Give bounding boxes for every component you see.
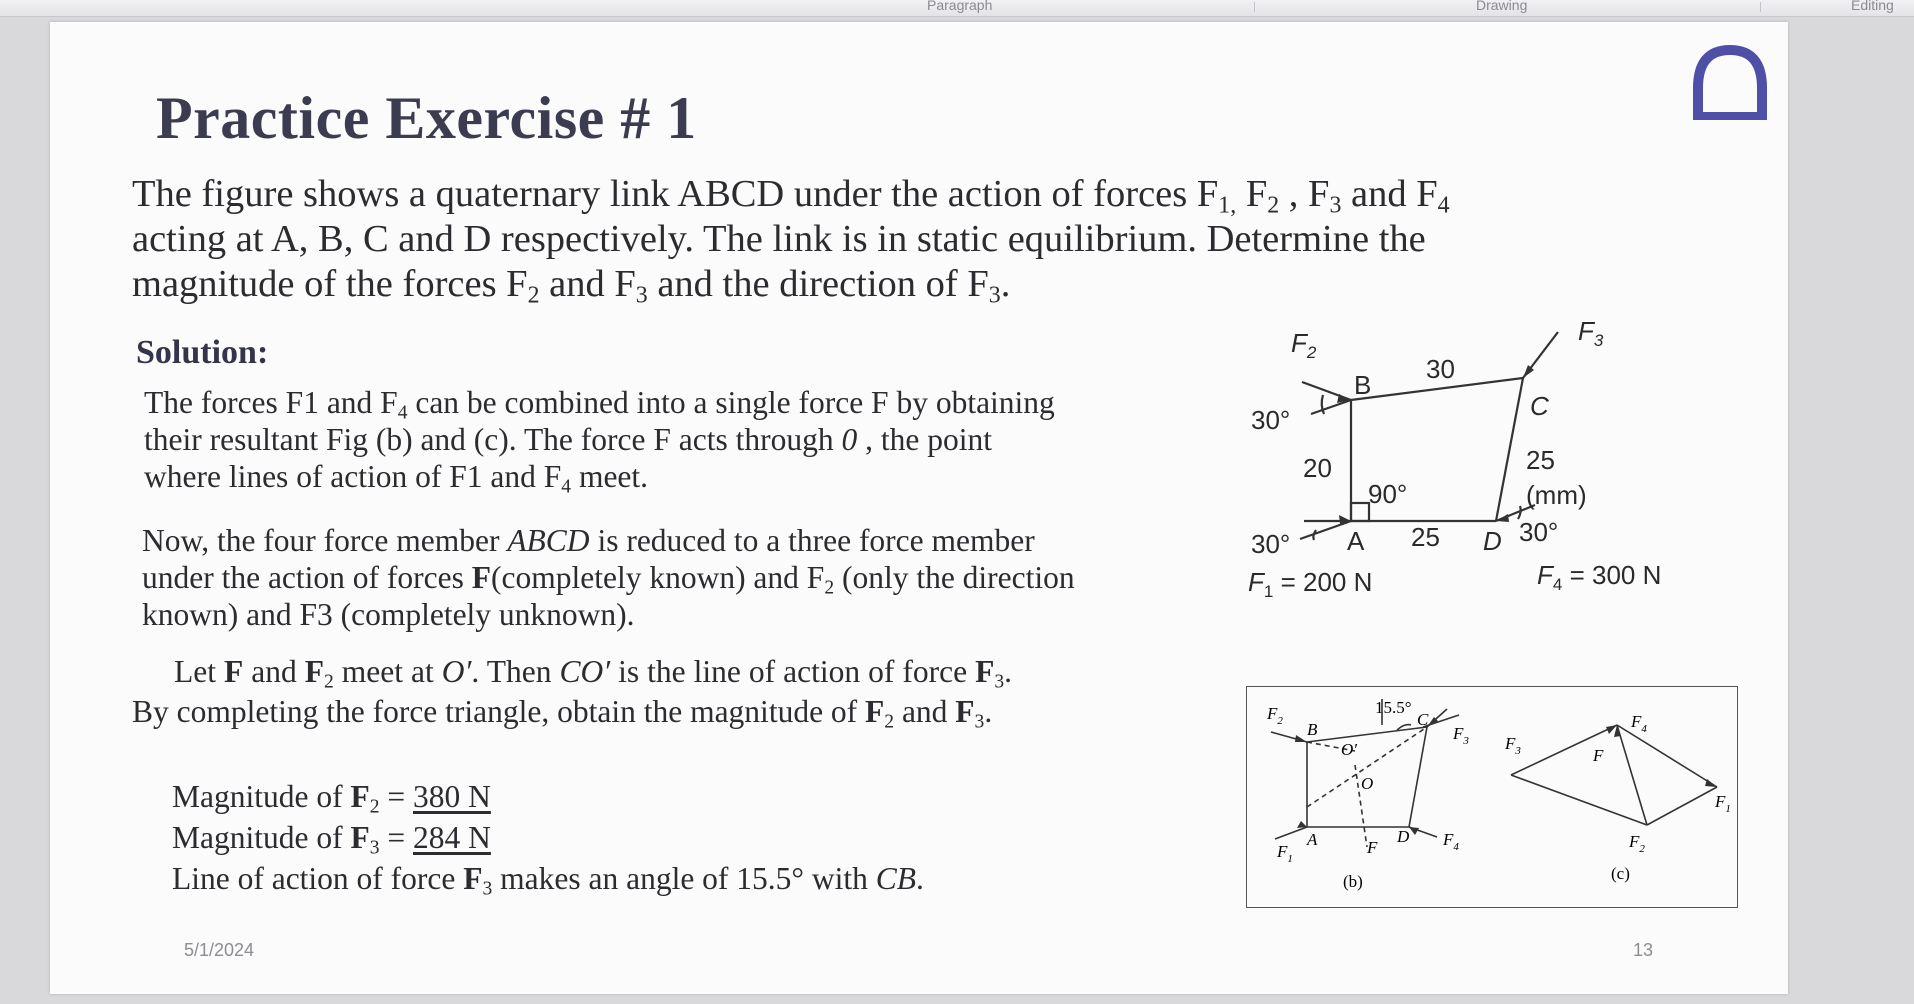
fb-label-c: C bbox=[1417, 710, 1429, 729]
arrowhead-f4 bbox=[1496, 514, 1509, 522]
label-f2: $F_2$ bbox=[1291, 328, 1317, 362]
label-f4-value: $F_4 = 300$ N bbox=[1537, 560, 1662, 594]
label-angle-30-top: 30° bbox=[1251, 405, 1291, 435]
result-direction: Line of action of force $F_3$ makes an angle of 15.5° with CB. bbox=[172, 861, 924, 900]
arrowhead-f2 bbox=[1337, 394, 1351, 403]
fc-label-f4: $F_4$ bbox=[1631, 712, 1647, 735]
label-f1-value: $F_1 = 200$ N bbox=[1248, 567, 1373, 601]
fb-label-oprime: O′ bbox=[1341, 740, 1357, 759]
fc-label-f: F bbox=[1593, 746, 1604, 765]
label-mm: (mm) bbox=[1526, 480, 1587, 510]
link-abcd-outline bbox=[1300, 332, 1558, 540]
figures-b-and-c bbox=[1247, 687, 1737, 907]
result-f3: Magnitude of $F_3 = 284$ N bbox=[172, 820, 491, 859]
fb-label-angle: 15.5° bbox=[1375, 698, 1412, 717]
ribbon-separator bbox=[1254, 2, 1255, 12]
arrowhead-f3 bbox=[1523, 365, 1534, 378]
label-c: C bbox=[1530, 391, 1549, 421]
figure-b-labels bbox=[1266, 698, 1469, 891]
solution-paragraph-2: Now, the four force member ABCD is reduced to a three force member under the action of forces F(completely known) and $F_2$ (only the direction known) and F3 (completely unknown). bbox=[142, 523, 1075, 632]
label-dim-20: 20 bbox=[1303, 453, 1332, 483]
solution-heading: Solution: bbox=[136, 334, 269, 371]
ribbon-group-editing[interactable]: Editing bbox=[1851, 0, 1894, 13]
slide-page-number: 13 bbox=[1633, 940, 1654, 960]
fb-label-o: O bbox=[1361, 774, 1374, 793]
figure-b-c-box bbox=[1246, 686, 1738, 908]
label-dim-30: 30 bbox=[1426, 354, 1455, 384]
fb-label-d: D bbox=[1397, 827, 1410, 846]
fc-label-f3: $F_3$ bbox=[1505, 734, 1521, 757]
results-list bbox=[172, 776, 924, 899]
fb-label-f3: $F_3$ bbox=[1453, 724, 1469, 747]
solution-paragraph-3: Let F and $F_2$ meet at O′. Then CO′ is the line of action of force $F_3$. By completing the force triangle, obtain the magnitude of $F_2$ and $F_3$. bbox=[132, 654, 1013, 733]
result-f2: Magnitude of $F_2 = 380$ N bbox=[172, 779, 491, 818]
ribbon-bar bbox=[0, 0, 1914, 17]
fb-caption: (b) bbox=[1343, 872, 1363, 891]
solution-paragraph-1: The forces F1 and $F_4$ can be combined into a single force F by obtaining their resultant Fig (b) and (c). The force F acts through 0 , the point where lines of action of F1 and $F_4$ meet. bbox=[144, 385, 1055, 498]
label-angle-30-right: 30° bbox=[1519, 517, 1559, 547]
ribbon-group-drawing[interactable]: Drawing bbox=[1476, 0, 1528, 13]
ribbon-group-paragraph[interactable]: Paragraph bbox=[927, 0, 993, 13]
arrowhead-f1 bbox=[1339, 515, 1351, 524]
figure-c-arrowheads bbox=[1606, 725, 1717, 787]
fb-label-f1: $F_1$ bbox=[1277, 842, 1293, 865]
fb-label-f: F bbox=[1367, 838, 1378, 857]
problem-statement: The figure shows a quaternary link ABCD under the action of forces $F_{1,}$ $F_2$ , $F_3$ and $F_4$ acting at A, B, C and D respectively. The link is in static equilibrium. Determine the magnitude of the forces $F_2$ and $F_3$ and the direction of $F_3$. bbox=[132, 173, 1450, 309]
fc-label-f1: $F_1$ bbox=[1715, 792, 1731, 815]
label-angle-30-bottom: 30° bbox=[1251, 529, 1291, 559]
label-f3: $F_3$ bbox=[1578, 316, 1604, 350]
label-dim-25-bottom: 25 bbox=[1411, 522, 1440, 552]
figure-c-polygon bbox=[1511, 725, 1717, 825]
fb-label-a: A bbox=[1307, 830, 1318, 849]
fc-caption: (c) bbox=[1611, 864, 1630, 883]
university-logo-icon bbox=[1690, 42, 1770, 124]
fc-label-f2: $F_2$ bbox=[1629, 832, 1645, 855]
fb-label-f4: $F_4$ bbox=[1443, 830, 1459, 853]
label-a: A bbox=[1347, 526, 1365, 556]
slide-title: Practice Exercise # 1 bbox=[156, 85, 697, 151]
ribbon-separator bbox=[1760, 2, 1761, 12]
label-b: B bbox=[1354, 370, 1372, 400]
label-d: D bbox=[1483, 526, 1502, 556]
fb-label-f2: $F_2$ bbox=[1267, 704, 1283, 727]
figure-a-labels bbox=[1248, 316, 1661, 601]
fb-label-b: B bbox=[1307, 720, 1318, 739]
slide-date: 5/1/2024 bbox=[184, 940, 255, 960]
slide-canvas[interactable] bbox=[50, 22, 1788, 994]
label-angle-90: 90° bbox=[1368, 479, 1408, 509]
label-dim-25-right: 25 bbox=[1526, 445, 1555, 475]
